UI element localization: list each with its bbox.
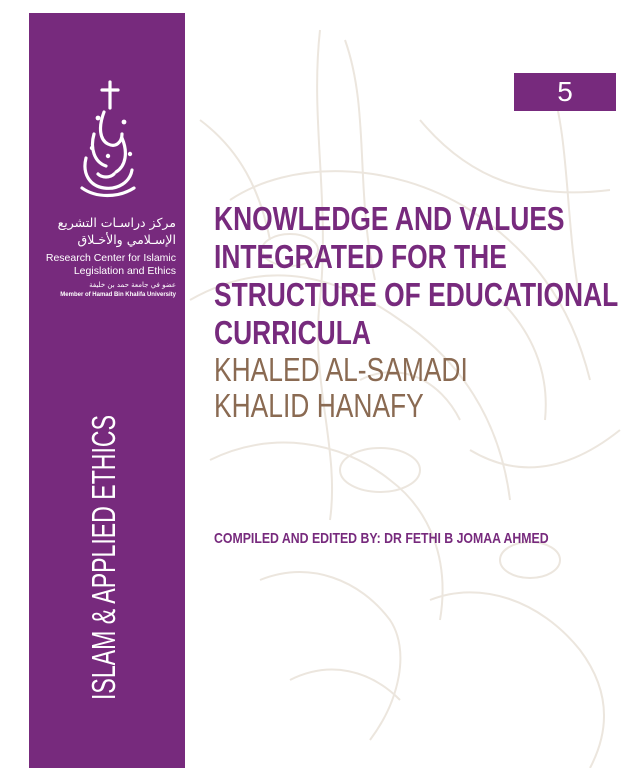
author-name: KHALID HANAFY (214, 387, 424, 424)
issue-number-badge: 5 (514, 73, 616, 111)
publisher-name-english-line1: Research Center for Islamic (45, 252, 176, 264)
publisher-name-english-line2: Legislation and Ethics (73, 265, 176, 277)
title-block (214, 200, 619, 424)
publisher-name-arabic-line1: مركز دراسـات التشريع (57, 215, 176, 230)
membership-english: Member of Hamad Bin Khalifa University (60, 292, 176, 298)
compiled-by-credit: COMPILED AND EDITED BY: DR FETHI B JOMAA AHMED (214, 530, 549, 547)
series-title (84, 340, 124, 700)
book-title-line: INTEGRATED FOR THE (214, 238, 507, 275)
author-name: KHALED AL-SAMADI (214, 351, 468, 388)
book-title-line: KNOWLEDGE AND VALUES (214, 200, 565, 237)
series-title-text: ISLAM & APPLIED ETHICS (85, 415, 122, 700)
membership-arabic: عضو في جامعة حمد بن خليفة (89, 281, 176, 289)
publisher-name-arabic (36, 214, 176, 248)
publisher-name-arabic-line2: الإسـلامي والأخـلاق (77, 232, 176, 247)
book-title-line: CURRICULA (214, 314, 371, 351)
book-title-line: STRUCTURE OF EDUCATIONAL (214, 276, 619, 313)
publisher-name-english (36, 252, 176, 278)
calligraphy-logo-icon (72, 78, 142, 203)
